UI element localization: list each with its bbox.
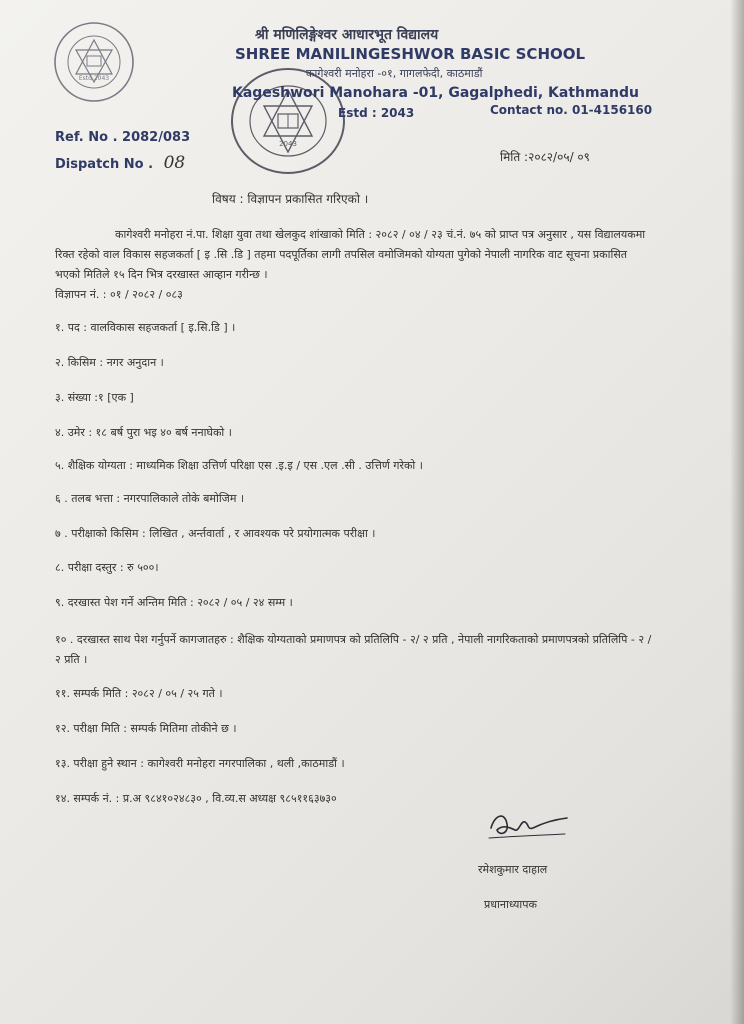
list-item: २. किसिम : नगर अनुदान ।	[55, 356, 164, 369]
contact-number: Contact no. 01-4156160	[490, 103, 653, 117]
established-year: Estd : 2043	[338, 106, 415, 120]
dispatch-label: Dispatch No .	[55, 157, 154, 172]
svg-text:Estd 2043: Estd 2043	[78, 75, 110, 82]
address-nepali: कागेश्वरी मनोहरा -०१, गागलफेदी, काठमाडौं	[306, 67, 483, 80]
school-seal-stamp-left	[52, 20, 136, 104]
signatory-name: रमेशकुमार दाहाल	[478, 863, 548, 876]
body-paragraph	[55, 225, 655, 305]
list-item: ४. उमेर : १८ बर्ष पुरा भइ ४० बर्ष ननाघेको ।	[55, 426, 232, 439]
reference-label: Ref. No .	[55, 130, 118, 145]
dispatch-number	[55, 153, 185, 173]
school-name-nepali: श्री मणिलिङ्गेश्वर आधारभूत विद्यालय	[255, 27, 439, 43]
letter-subject: विषय : विज्ञापन प्रकासित गरिएको ।	[212, 192, 369, 206]
list-item: १. पद : वालविकास सहजकर्ता [ इ.सि.डि ] ।	[55, 321, 236, 334]
list-item: ३. संख्या :१ [एक ]	[55, 391, 134, 404]
svg-text:2043: 2043	[279, 140, 297, 148]
dispatch-value: 08	[163, 153, 186, 173]
school-seal-stamp-center	[228, 66, 348, 176]
page-edge-shadow	[730, 0, 744, 1024]
list-item: ९. दरखास्त पेश गर्ने अन्तिम मिति : २०८२ / ०५ / २४ सम्म ।	[55, 596, 293, 609]
handwritten-signature	[485, 800, 575, 845]
body-paragraph-text: कागेश्वरी मनोहरा नं.पा. शिक्षा युवा तथा खेलकुद शांखाको मिति : २०८२ / ०४ / २३ चं.नं. ७५ को प्राप्त पत्र अनुसार , यस विद्यालयकमा रिक्त रहेको वाल विकास सहजकर्ता [ इ .सि .डि ] तहमा पदपूर्तिका लागी तपसिल वमोजिमको योग्यता पुगेको नेपाली नागरिक वाट सूचना प्रकासित भएको मितिले १५ दिन भित्र दरखास्त आव्हान गरीन्छ ।	[55, 228, 646, 281]
school-name-english: SHREE MANILINGESHWOR BASIC SCHOOL	[235, 45, 586, 63]
list-item: ६ . तलब भत्ता : नगरपालिकाले तोके बमोजिम ।	[55, 492, 245, 505]
list-item: ७ . परीक्षाको किसिम : लिखित , अर्न्तवार्ता , र आवश्यक परे प्रयोगात्मक परीक्षा ।	[55, 527, 376, 540]
reference-number	[55, 130, 190, 145]
list-item: १४. सम्पर्क नं. : प्र.अ ९८४१०२४८३० , वि.व्य.स अध्यक्ष ९८५११६३७३०	[55, 792, 337, 805]
list-item: ११. सम्पर्क मिति : २०८२ / ०५ / २५ गते ।	[55, 687, 223, 700]
letter-date: मिति :२०८२/०५/ ०९	[500, 150, 590, 164]
list-item: १२. परीक्षा मिति : सम्पर्क मितिमा तोकीने छ ।	[55, 722, 237, 735]
advertisement-number: विज्ञापन नं. : ०१ / २०८२ / ०८३	[55, 288, 183, 301]
reference-value: 2082/083	[122, 130, 191, 145]
list-item: १३. परीक्षा हुने स्थान : कागेश्वरी मनोहरा नगरपालिका , थली ,काठमाडौं ।	[55, 757, 345, 770]
signatory-title: प्रधानाध्यापक	[484, 898, 537, 911]
list-item: १० . दरखास्त साथ पेश गर्नुपर्ने कागजातहरु : शैक्षिक योग्यताको प्रमाणपत्र को प्रतिलिपि - २/ २ प्रति , नेपाली नागरिकताको प्रमाणपत्रको प्रतिलिपि - २ / २ प्रति ।	[55, 633, 652, 666]
list-item: ५. शैक्षिक योग्यता : माध्यमिक शिक्षा उत्तिर्ण परिक्षा एस .इ.इ / एस .एल .सी . उत्तिर्ण गरेको ।	[55, 459, 423, 472]
list-item: ८. परीक्षा दस्तुर : रु ५००।	[55, 561, 159, 574]
address-english: Kageshwori Manohara -01, Gagalphedi, Kathmandu	[232, 85, 639, 101]
